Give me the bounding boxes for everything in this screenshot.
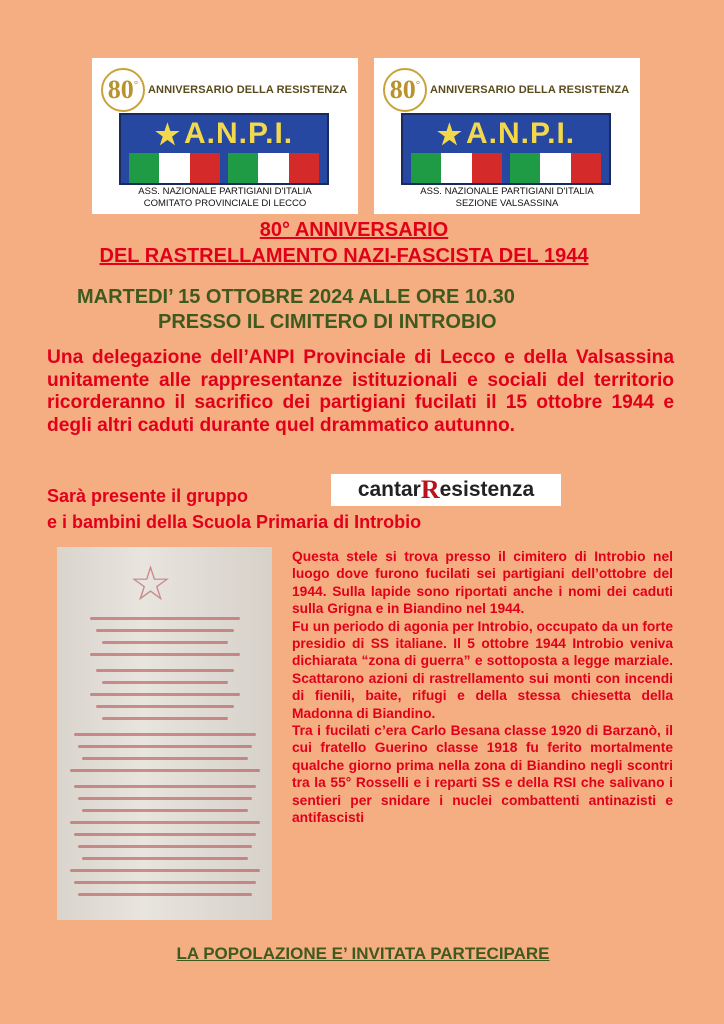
stele-inscription-line [90,617,240,620]
italian-flag-stripes [403,153,609,185]
stele-inscription-line [82,809,248,812]
invitation-line: LA POPOLAZIONE E’ INVITATA PARTECIPARE [176,944,550,963]
logo-committee-name: COMITATO PROVINCIALE DI LECCO [143,198,307,209]
stele-inscription-line [74,733,256,736]
stele-inscription-line [90,653,240,656]
stele-inscription-line [82,857,248,860]
stele-inscription-line [82,757,248,760]
cantar-resistenza-logo: cantar R esistenza [331,474,561,506]
stele-inscription-line [102,641,228,644]
presence-line1: Sarà presente il gruppo [47,486,249,506]
stele-inscription-line [90,693,240,696]
stele-inscription-line [78,797,252,800]
anniversary-80-emblem: 80 ° [383,68,427,112]
logo-anniversary-text: ANNIVERSARIO DELLA RESISTENZA [148,84,348,96]
anpi-logo-lecco [92,58,358,214]
stele-star-icon: ☆ [129,558,173,611]
stele-inscription-line [102,681,228,684]
anniversary-80-emblem: 80 ° [101,68,145,112]
anpi-badge-text: A.N.P.I. [183,117,294,150]
stele-inscription-line [96,629,234,632]
anpi-badge [401,113,611,185]
stele-inscription-line [96,705,234,708]
anpi-badge [119,113,329,185]
star-icon: ★ [436,118,463,150]
anpi-badge-text: A.N.P.I. [465,117,576,150]
stele-inscription-line [78,893,252,896]
logo-association-name: ASS. NAZIONALE PARTIGIANI D'ITALIA [420,186,594,197]
event-location: PRESSO IL CIMITERO DI INTROBIO [158,311,497,333]
logo-anniversary-text: ANNIVERSARIO DELLA RESISTENZA [430,84,630,96]
history-text [292,548,673,827]
stele-inscription-line [70,821,260,824]
stele-inscription-line [78,745,252,748]
event-title-line1: 80° ANNIVERSARIO [259,219,449,241]
event-date-time: MARTEDI’ 15 OTTOBRE 2024 ALLE ORE 10.30 [77,286,515,308]
memorial-stele-photo [57,547,272,920]
history-paragraph-2: Fu un periodo di agonia per Introbio, occupato da un forte presidio di SS italiane. Il 5 ottobre 1944 Introbio veniva dichiarata “zona di guerra” e sottoposta a legge marziale. Scattarono azioni di rastrellamento sui monti con incendi di fienili, baite, rifugi e della stessa chiesetta della Madonna di Biandino. [292,618,673,721]
event-title-line2: DEL RASTRELLAMENTO NAZI-FASCISTA DEL 1944 [99,245,589,267]
intro-paragraph: Una delegazione dell’ANPI Provinciale di Lecco e della Valsassina unitamente alle rappresentanze istituzionali e sociali del territorio ricorderanno il sacrifico dei partigiani fucilati il 15 ottobre 1944 e degli altri caduti durante quel drammatico autunno. [47,347,674,436]
stele-inscription-line [96,669,234,672]
stele-inscription-line [74,785,256,788]
history-paragraph-3: Tra i fucilati c’era Carlo Besana classe 1920 di Barzanò, il cui fratello Guerino classe 1918 fu ferito mortalmente qualche giorno prima nella zona di Biandino negli scontri tra la 55° Rosselli e i reparti SS e della RSI che salivano i sentieri per snidare i nuclei combattenti antinazisti e antifascisti [292,723,673,826]
stele-inscription-line [102,717,228,720]
star-icon: ★ [154,118,181,150]
stele-inscription-line [78,845,252,848]
logo-section-name: SEZIONE VALSASSINA [455,198,559,209]
stele-inscription-line [74,833,256,836]
stele-inscription-line [70,869,260,872]
italian-flag-stripes [121,153,327,185]
presence-line2: e i bambini della Scuola Primaria di Introbio [47,512,422,532]
anpi-logo-valsassina [374,58,640,214]
logo-association-name: ASS. NAZIONALE PARTIGIANI D'ITALIA [138,186,312,197]
stele-inscription-line [74,881,256,884]
stele-inscription-line [70,769,260,772]
history-paragraph-1: Questa stele si trova presso il cimitero di Introbio nel luogo dove furono fucilati sei partigiani dell’ottobre del 1944. Sulla lapide sono riportati anche i nomi dei caduti sulla Grigna e in Biandino nel 1944. [292,549,673,617]
